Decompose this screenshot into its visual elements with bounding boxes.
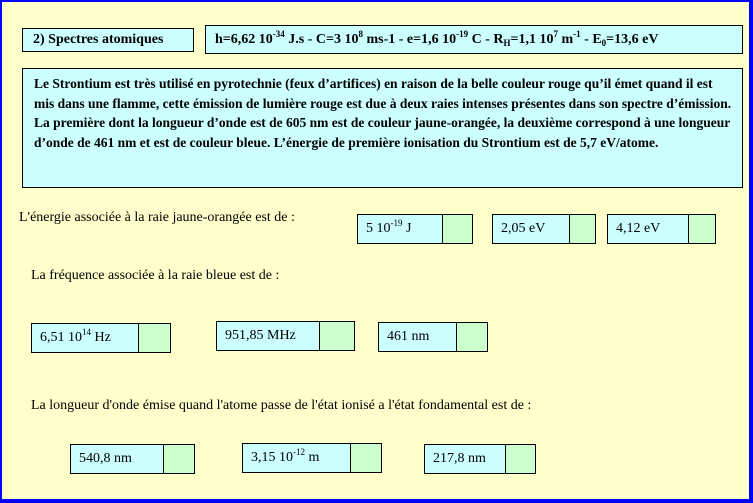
const-text: h=6,62 10: [215, 32, 273, 47]
answer-checkbox[interactable]: [456, 322, 488, 352]
answer-checkbox[interactable]: [350, 443, 382, 473]
answer-option[interactable]: [378, 322, 488, 352]
const-exp: -1: [573, 29, 581, 39]
answer-checkbox[interactable]: [138, 323, 171, 353]
const-text: - E: [580, 32, 602, 47]
constants-box: [205, 25, 743, 54]
answer-option[interactable]: [607, 214, 716, 244]
answer-value: 217,8 nm: [424, 444, 506, 474]
answer-value: 540,8 nm: [70, 444, 164, 474]
const-text: J.s - C=3 10: [284, 32, 359, 47]
problem-statement: [22, 68, 743, 188]
answer-option[interactable]: [70, 444, 195, 474]
const-text: C - R: [468, 32, 504, 47]
const-text: =1,1 10: [510, 32, 554, 47]
answer-value: 6,51 $10^{14}$ Hz: [31, 323, 139, 353]
answer-value: 951,85 MHz: [216, 321, 320, 351]
section-title: [22, 28, 194, 52]
const-text: =13,6 eV: [606, 32, 659, 47]
answer-checkbox[interactable]: [688, 214, 716, 244]
const-text: m: [558, 32, 574, 47]
answer-checkbox[interactable]: [163, 444, 195, 474]
answer-value: 461 nm: [378, 322, 457, 352]
answer-option[interactable]: [31, 323, 171, 353]
const-exp: -19: [456, 29, 469, 39]
page-frame: [2, 2, 749, 499]
answer-option[interactable]: [492, 214, 596, 244]
question-2-label: La fréquence associée à la raie bleue est de :: [31, 268, 280, 283]
answer-value: 5 $10^{-19}$ J: [357, 214, 443, 244]
answer-checkbox[interactable]: [569, 214, 596, 244]
question-3-label: La longueur d'onde émise quand l'atome passe de l'état ionisé a l'état fondamental est de :: [31, 398, 532, 413]
answer-value: 4,12 eV: [607, 214, 689, 244]
problem-text: Le Strontium est très utilisé en pyrotechnie (feux d’artifices) en raison de la belle couleur rouge qu’il émet quand il est mis dans une flamme, cette émission de lumière rouge est due à deux raies intenses présentes dans son spectre d’émission. La première dont la longueur d’onde est de 605 nm est de couleur jaune-orangée, la deuxième correspond à une longueur d’onde de 461 nm et est de couleur bleue. L’énergie de première ionisation du Strontium est de 5,7 eV/atome.: [34, 76, 732, 150]
const-sub: H: [503, 38, 511, 48]
answer-checkbox[interactable]: [505, 444, 536, 474]
answer-option[interactable]: [424, 444, 536, 474]
const-exp: 7: [553, 29, 558, 39]
answer-checkbox[interactable]: [319, 321, 355, 351]
answer-value: 3,15 $10^{-12}$ m: [242, 443, 351, 473]
answer-value: 2,05 eV: [492, 214, 570, 244]
const-exp: -34: [272, 29, 285, 39]
question-1-label: L'énergie associée à la raie jaune-orangée est de :: [19, 210, 295, 225]
answer-checkbox[interactable]: [442, 214, 473, 244]
section-title-text: 2) Spectres atomiques: [33, 32, 164, 47]
answer-option[interactable]: [357, 214, 473, 244]
const-exp: 8: [358, 29, 363, 39]
answer-option[interactable]: [216, 321, 355, 351]
answer-option[interactable]: [242, 443, 382, 473]
const-text: ms-1 - e=1,6 10: [362, 32, 457, 47]
const-sub: 0: [601, 38, 607, 48]
